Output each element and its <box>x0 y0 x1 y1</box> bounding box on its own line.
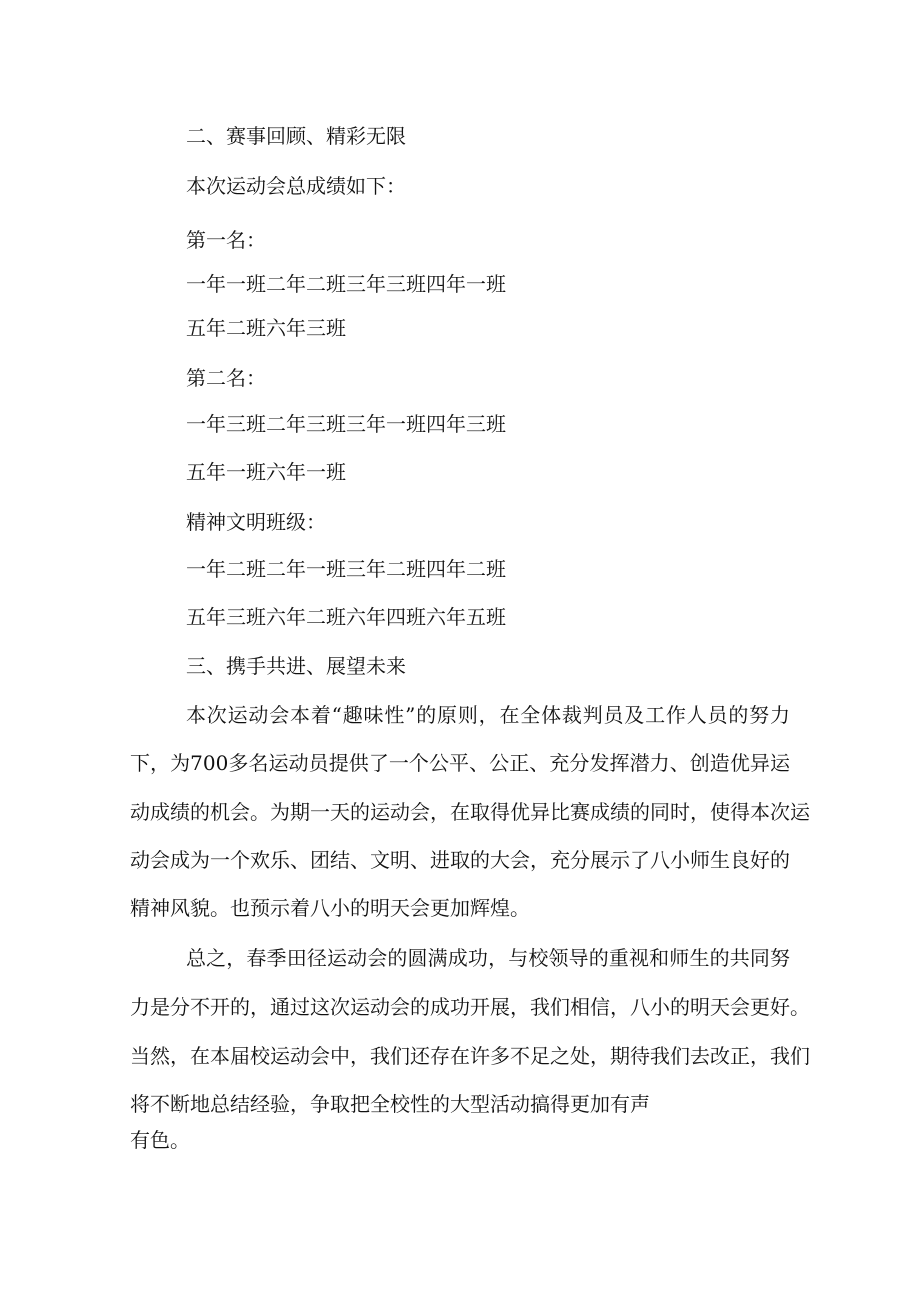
second-place-label: 第二名： <box>186 366 266 390</box>
paragraph-line: 将不断地总结经验，争取把全校性的大型活动搞得更加有声 <box>130 1092 650 1116</box>
paragraph-line: 总之，春季田径运动会的圆满成功，与校领导的重视和师生的共同努 <box>186 946 790 970</box>
spirit-classes-line-1: 一年二班二年一班三年二班四年二班 <box>186 557 506 581</box>
first-place-label: 第一名： <box>186 228 266 252</box>
paragraph-line: 下，为700多名运动员提供了一个公平、公正、充分发挥潜力、创造优异运 <box>130 751 790 775</box>
results-intro: 本次运动会总成绩如下： <box>186 174 406 198</box>
spirit-classes-line-2: 五年三班六年二班六年四班六年五班 <box>186 605 506 629</box>
spirit-class-label: 精神文明班级： <box>186 510 326 534</box>
paragraph-line: 本次运动会本着“趣味性”的原则，在全体裁判员及工作人员的努力 <box>186 703 790 727</box>
second-place-classes-line-2: 五年一班六年一班 <box>186 460 346 484</box>
first-place-classes-line-2: 五年二班六年三班 <box>186 316 346 340</box>
first-place-classes-line-1: 一年一班二年二班三年三班四年一班 <box>186 272 506 296</box>
paragraph-line: 动成绩的机会。为期一天的运动会，在取得优异比赛成绩的同时，使得本次运 <box>130 800 810 824</box>
paragraph-line: 精神风貌。也预示着八小的明天会更加辉煌。 <box>130 896 530 920</box>
section-2-heading: 二、赛事回顾、精彩无限 <box>186 124 406 148</box>
paragraph-line: 动会成为一个欢乐、团结、文明、进取的大会，充分展示了八小师生良好的 <box>130 848 790 872</box>
paragraph-line: 有色。 <box>130 1128 190 1152</box>
paragraph-line: 当然，在本届校运动会中，我们还存在许多不足之处，期待我们去改正，我们 <box>130 1044 810 1068</box>
paragraph-line: 力是分不开的，通过这次运动会的成功开展，我们相信，八小的明天会更好。 <box>130 995 810 1019</box>
section-3-heading: 三、携手共进、展望未来 <box>186 654 406 678</box>
second-place-classes-line-1: 一年三班二年三班三年一班四年三班 <box>186 412 506 436</box>
